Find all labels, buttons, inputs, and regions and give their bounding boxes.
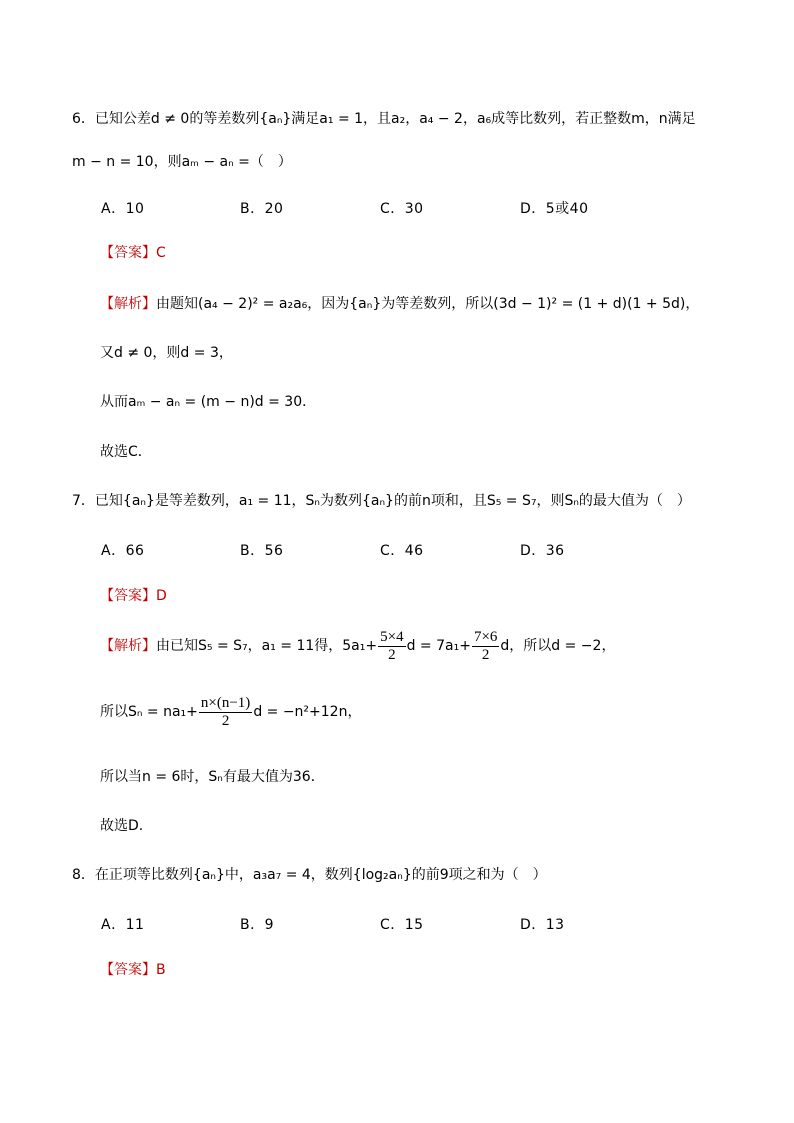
answer-tag: 【答案】 — [100, 245, 156, 261]
q6-analysis-line2: 又d ≠ 0，则d = 3， — [100, 345, 233, 361]
q6-analysis-line3: 从而aₘ − aₙ = (m − n)d = 30． — [100, 394, 317, 410]
analysis-text-a: 由已知S₅ = S₇，a₁ = 11得，5a₁+ — [156, 638, 378, 654]
q7-option-a: A．66 — [101, 543, 145, 559]
q6-option-d: D．5或40 — [520, 201, 589, 217]
fraction-numerator: 5×4 — [380, 628, 404, 645]
q7-stem-line1: 7．已知{aₙ}是等差数列，a₁ = 11，Sₙ为数列{aₙ}的前n项和，且S₅ = S₇，则Sₙ的最大值为（ ） — [72, 493, 691, 509]
q7-analysis-line3: 所以当n = 6时，Sₙ有最大值为36． — [100, 769, 325, 785]
q6-option-a: A．10 — [101, 201, 145, 217]
analysis-tag: 【解析】 — [100, 296, 156, 312]
q6-option-c: C．30 — [380, 201, 424, 217]
q6-stem-line2: m − n = 10，则aₘ − aₙ =（ ） — [72, 154, 292, 170]
q7-analysis-line2 — [100, 694, 361, 730]
fraction-7x6-over-2 — [472, 629, 499, 664]
answer-tag: 【答案】 — [100, 962, 156, 978]
answer-tag: 【答案】 — [100, 588, 156, 604]
q7-option-d: D．36 — [520, 543, 565, 559]
q6-answer — [100, 243, 166, 263]
q7-conclusion: 故选D. — [100, 818, 144, 834]
q8-option-b: B．9 — [240, 917, 275, 933]
analysis-text-a: 所以Sₙ = na₁+ — [100, 704, 198, 720]
answer-value: D — [156, 588, 167, 604]
q6-analysis-line1 — [100, 294, 699, 314]
q8-answer — [100, 960, 166, 980]
analysis-text: 由题知(a₄ − 2)² = a₂a₆，因为{aₙ}为等差数列，所以(3d − 1)² = (1 + d)(1 + 5d)， — [156, 296, 700, 312]
answer-value: C — [156, 245, 166, 261]
q8-option-d: D．13 — [520, 917, 565, 933]
analysis-tag: 【解析】 — [100, 638, 156, 654]
q6-stem-line1: 6．已知公差d ≠ 0的等差数列{aₙ}满足a₁ = 1，且a₂，a₄ − 2，a₆成等比数列，若正整数m，n满足 — [72, 111, 696, 127]
fraction-numerator: 7×6 — [473, 628, 498, 645]
q8-option-c: C．15 — [380, 917, 424, 933]
q7-answer — [100, 586, 167, 606]
fraction-5x4-over-2 — [378, 629, 405, 664]
q6-option-b: B．20 — [240, 201, 284, 217]
fraction-denominator: 2 — [221, 712, 230, 729]
q7-analysis-line1 — [100, 628, 615, 664]
q7-option-b: B．56 — [240, 543, 284, 559]
fraction-denominator: 2 — [481, 646, 490, 663]
q6-conclusion: 故选C． — [100, 444, 152, 460]
q8-option-a: A．11 — [101, 917, 145, 933]
fraction-n-times-n-minus-1-over-2 — [199, 695, 252, 730]
analysis-text-c: d，所以d = −2， — [500, 638, 616, 654]
q8-stem-line1: 8．在正项等比数列{aₙ}中，a₃a₇ = 4，数列{log₂aₙ}的前9项之和为（ ） — [72, 867, 547, 883]
q7-option-c: C．46 — [380, 543, 424, 559]
answer-value: B — [156, 962, 166, 978]
analysis-text-b: d = −n²+12n， — [253, 704, 362, 720]
analysis-text-b: d = 7a₁+ — [406, 638, 471, 654]
fraction-numerator: n×(n−1) — [200, 694, 251, 711]
fraction-denominator: 2 — [388, 646, 396, 663]
